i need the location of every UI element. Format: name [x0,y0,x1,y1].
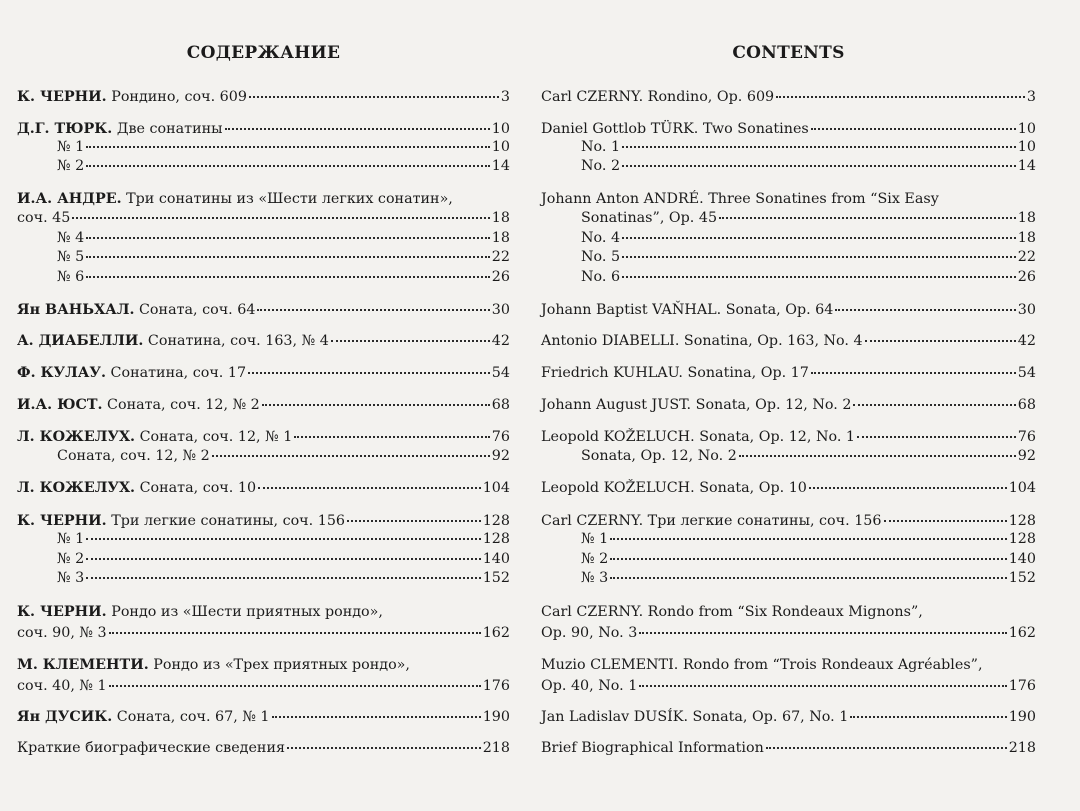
toc-entry-title: И.А. ЮСТ. Соната, соч. 12, № 2 [17,397,260,413]
toc-page-number: 104 [482,480,510,496]
toc-entry-title: № 6 [57,269,85,285]
toc-page-number: 18 [1017,230,1036,246]
toc-leader-dots [622,145,1016,148]
toc-leader-dots [811,371,1016,374]
toc-entry-title: Л. КОЖЕЛУХ. Соната, соч. 10 [17,480,257,496]
toc-leader-dots [622,164,1016,167]
toc-page-number: 14 [491,158,510,174]
toc-leader-dots [86,164,490,167]
toc-entry [17,478,510,498]
toc-entry [17,655,510,675]
toc-entry [581,267,1036,287]
toc-entry [541,511,1036,531]
toc-page-number: 128 [482,531,510,547]
toc-entry-title: Leopold KOŽELUCH. Sonata, Op. 10 [541,480,807,496]
toc-page-number: 22 [1017,249,1036,265]
toc-page-number: 190 [1008,709,1036,725]
toc-entry [581,137,1036,157]
toc-entry [541,623,1036,643]
toc-entry-title: Sonata, Op. 12, No. 2 [581,448,737,464]
toc-entry [17,676,510,696]
toc-leader-dots [622,236,1016,239]
toc-entry [17,395,510,415]
toc-leader-dots [809,486,1007,489]
toc-leader-dots [610,537,1007,540]
toc-page-number: 128 [482,513,510,529]
toc-entry [17,602,510,622]
toc-entry-title: соч. 40, № 1 [17,678,107,694]
toc-entry [581,446,1036,466]
toc-entry [57,247,510,267]
toc-entry [541,119,1036,139]
toc-page-number: 176 [482,678,510,694]
toc-page-number: 10 [1017,139,1036,155]
toc-entry [17,738,510,758]
toc-page-number: 162 [482,625,510,641]
toc-page-number: 162 [1008,625,1036,641]
toc-leader-dots [857,435,1016,438]
toc-page-number: 218 [1008,740,1036,756]
toc-page-number: 140 [482,551,510,567]
toc-entry-title: Jan Ladislav DUSÍK. Sonata, Op. 67, No. 1 [541,709,849,725]
toc-page-number: 128 [1008,513,1036,529]
toc-entry [17,119,510,139]
toc-page-number: 42 [491,333,510,349]
toc-entry-title: Ян ВАНЬХАЛ. Соната, соч. 64 [17,302,256,318]
toc-entry-title: Л. КОЖЕЛУХ. Соната, соч. 12, № 1 [17,429,293,445]
toc-leader-dots [639,684,1006,687]
toc-page-number: 26 [491,269,510,285]
toc-entry-title: Carl CZERNY. Rondo from “Six Rondeaux Mignons”, [541,604,923,620]
toc-leader-dots [719,216,1016,219]
toc-page-number: 14 [1017,158,1036,174]
toc-page-number: 92 [491,448,510,464]
toc-entry [541,427,1036,447]
toc-entry-title: № 4 [57,230,85,246]
toc-entry-title: No. 4 [581,230,621,246]
toc-entry [541,189,1036,209]
toc-page-number: 30 [491,302,510,318]
toc-page-number: 68 [491,397,510,413]
toc-entry-title: № 2 [581,551,609,567]
toc-entry-title: Sonatinas”, Op. 45 [581,210,718,226]
toc-leader-dots [86,255,490,258]
toc-entry [17,331,510,351]
toc-entry-title: No. 6 [581,269,621,285]
toc-leader-dots [884,519,1007,522]
toc-entry-title: А. ДИАБЕЛЛИ. Сонатина, соч. 163, № 4 [17,333,329,349]
toc-leader-dots [86,145,490,148]
toc-entry [541,738,1036,758]
toc-leader-dots [811,127,1016,130]
toc-entry-title: No. 2 [581,158,621,174]
toc-leader-dots [86,576,481,579]
toc-page-number: 218 [482,740,510,756]
toc-leader-dots [766,746,1007,749]
toc-entry [581,208,1036,228]
toc-entry-title: № 3 [581,570,609,586]
toc-leader-dots [835,308,1015,311]
toc-leader-dots [258,486,481,489]
toc-page-number: 18 [491,230,510,246]
toc-page-number: 152 [482,570,510,586]
toc-entry [57,568,510,588]
toc-leader-dots [347,519,481,522]
toc-entry [17,623,510,643]
toc-leader-dots [865,339,1016,342]
toc-entry-title: соч. 90, № 3 [17,625,107,641]
toc-entry [17,300,510,320]
toc-entry-title: Краткие биографические сведения [17,740,285,756]
toc-entry [57,156,510,176]
toc-page-number: 68 [1017,397,1036,413]
toc-leader-dots [639,631,1006,634]
toc-leader-dots [86,236,490,239]
toc-entry [17,363,510,383]
toc-entry-title: Johann August JUST. Sonata, Op. 12, No. 2 [541,397,852,413]
toc-leader-dots [86,537,481,540]
toc-entry-title: Op. 40, No. 1 [541,678,638,694]
toc-entry [581,228,1036,248]
toc-page-number: 3 [500,89,510,105]
toc-entry [581,549,1036,569]
toc-entry [541,478,1036,498]
toc-entry-title: № 2 [57,551,85,567]
toc-leader-dots [262,403,490,406]
toc-leader-dots [287,746,481,749]
toc-entry-title: Op. 90, No. 3 [541,625,638,641]
toc-page-number: 76 [1017,429,1036,445]
toc-entry [541,331,1036,351]
toc-leader-dots [225,127,490,130]
toc-entry-title: И.А. АНДРЕ. Три сонатины из «Шести легких сонатин», [17,191,453,207]
toc-entry-title: No. 5 [581,249,621,265]
toc-entry-title: К. ЧЕРНИ. Рондо из «Шести приятных рондо», [17,604,383,620]
toc-entry [581,247,1036,267]
toc-entry-title: № 1 [57,531,85,547]
toc-page-number: 3 [1026,89,1036,105]
toc-leader-dots [109,631,481,634]
toc-page-number: 10 [491,121,510,137]
toc-leader-dots [86,557,481,560]
toc-page-number: 10 [491,139,510,155]
toc-entry [57,446,510,466]
toc-entry [541,676,1036,696]
toc-page-number: 42 [1017,333,1036,349]
toc-leader-dots [248,371,490,374]
toc-entry-title: Carl CZERNY. Rondino, Op. 609 [541,89,775,105]
toc-page-number: 76 [491,429,510,445]
toc-entry [581,156,1036,176]
toc-leader-dots [109,684,481,687]
toc-entry-title: Соната, соч. 12, № 2 [57,448,210,464]
toc-leader-dots [610,576,1007,579]
toc-entry-title: Д.Г. ТЮРК. Две сонатины [17,121,223,137]
toc-entry-title: Muzio CLEMENTI. Rondo from “Trois Rondeaux Agréables”, [541,657,983,673]
toc-entry [541,300,1036,320]
toc-entry [17,208,510,228]
toc-entry [541,655,1036,675]
toc-entry-title: Leopold KOŽELUCH. Sonata, Op. 12, No. 1 [541,429,856,445]
toc-entry-title: Carl CZERNY. Три легкие сонатины, соч. 156 [541,513,882,529]
toc-leader-dots [86,275,490,278]
toc-entry-title: Brief Biographical Information [541,740,764,756]
toc-entry-title: № 5 [57,249,85,265]
toc-page-number: 140 [1008,551,1036,567]
toc-page-number: 18 [1017,210,1036,226]
toc-entry [17,511,510,531]
toc-page-number: 54 [1017,365,1036,381]
toc-entry-title: № 2 [57,158,85,174]
toc-entry [541,707,1036,727]
toc-page-number: 18 [491,210,510,226]
toc-entry-title: Johann Anton ANDRÉ. Three Sonatines from “Six Easy [541,191,939,207]
toc-leader-dots [622,275,1016,278]
toc-entry [17,707,510,727]
toc-entry [57,549,510,569]
toc-entry-title: соч. 45 [17,210,71,226]
toc-page-number: 152 [1008,570,1036,586]
toc-entry [541,363,1036,383]
toc-page-number: 10 [1017,121,1036,137]
toc-entry-title: Ян ДУСИК. Соната, соч. 67, № 1 [17,709,270,725]
toc-entry-title: Johann Baptist VAŇHAL. Sonata, Op. 64 [541,302,834,318]
toc-leader-dots [776,95,1025,98]
toc-entry-title: № 1 [57,139,85,155]
toc-leader-dots [610,557,1007,560]
toc-page-number: 26 [1017,269,1036,285]
toc-entry [57,137,510,157]
toc-entry-title: М. КЛЕМЕНТИ. Рондо из «Трех приятных рондо», [17,657,410,673]
toc-leader-dots [72,216,489,219]
toc-entry-title: Antonio DIABELLI. Sonatina, Op. 163, No. 4 [541,333,863,349]
toc-page-number: 30 [1017,302,1036,318]
toc-entry-title: Ф. КУЛАУ. Сонатина, соч. 17 [17,365,247,381]
toc-entry [541,87,1036,107]
toc-leader-dots [850,715,1006,718]
toc-entry [57,529,510,549]
toc-entry [17,427,510,447]
toc-leader-dots [853,403,1015,406]
toc-leader-dots [272,715,481,718]
toc-page-number: 176 [1008,678,1036,694]
toc-page-number: 22 [491,249,510,265]
russian-contents-heading: СОДЕРЖАНИЕ [186,43,341,63]
toc-entry [57,228,510,248]
toc-entry [17,87,510,107]
toc-page-number: 92 [1017,448,1036,464]
toc-entry-title: № 3 [57,570,85,586]
toc-leader-dots [331,339,490,342]
toc-page-number: 128 [1008,531,1036,547]
toc-page-number: 190 [482,709,510,725]
toc-leader-dots [294,435,489,438]
toc-page-number: 54 [491,365,510,381]
toc-leader-dots [622,255,1016,258]
toc-leader-dots [257,308,489,311]
toc-entry [541,602,1036,622]
toc-page-number: 104 [1008,480,1036,496]
toc-entry [17,189,510,209]
toc-entry [541,395,1036,415]
toc-entry-title: К. ЧЕРНИ. Три легкие сонатины, соч. 156 [17,513,346,529]
toc-leader-dots [739,454,1016,457]
toc-entry [581,529,1036,549]
toc-leader-dots [212,454,490,457]
toc-entry-title: Daniel Gottlob TÜRK. Two Sonatines [541,121,809,137]
toc-entry-title: № 1 [581,531,609,547]
toc-entry-title: No. 1 [581,139,621,155]
toc-entry [57,267,510,287]
english-contents-heading: CONTENTS [732,43,845,63]
toc-leader-dots [249,95,499,98]
toc-entry-title: Friedrich KUHLAU. Sonatina, Op. 17 [541,365,809,381]
toc-entry [581,568,1036,588]
toc-entry-title: К. ЧЕРНИ. Рондино, соч. 609 [17,89,247,105]
